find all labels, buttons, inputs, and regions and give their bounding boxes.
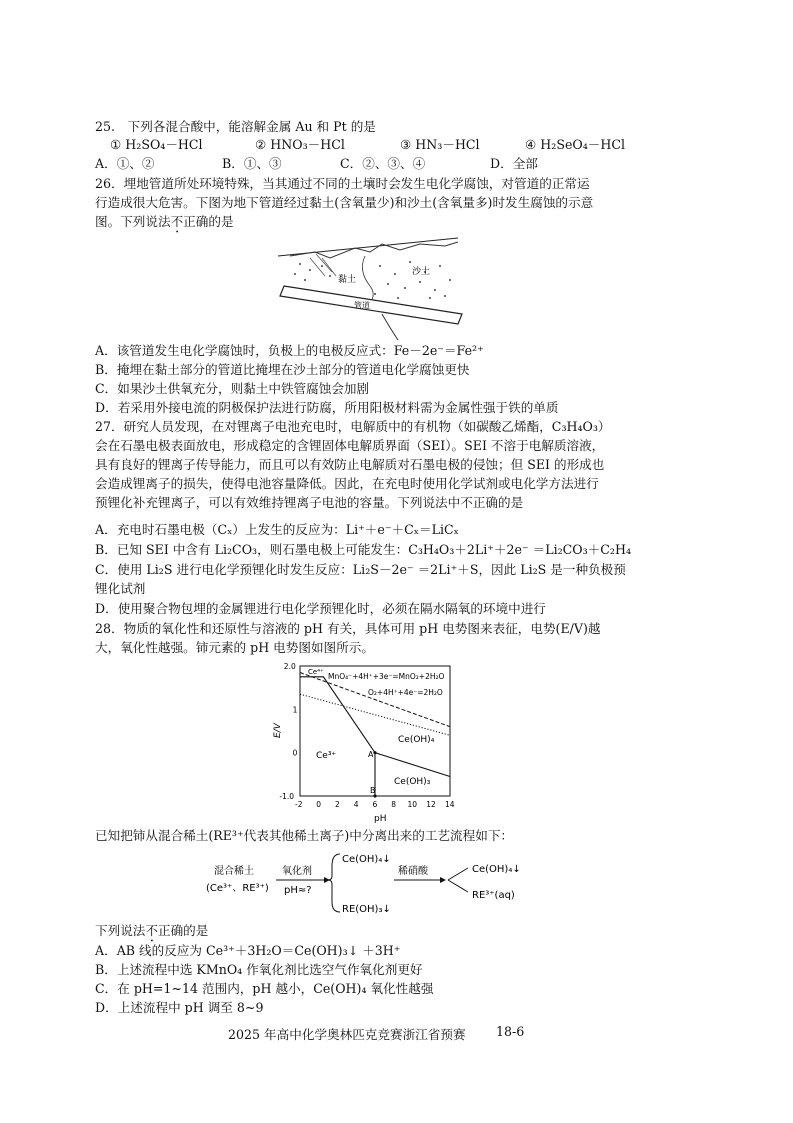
q27-option-a: A．充电时石墨电极（Cₓ）上发生的反应为：Li⁺＋e⁻＋Cₓ＝LiCₓ [95,522,460,537]
q27-option-b: B．已知 SEI 中含有 Li₂CO₃，则石墨电极上可能发生：C₃H₄O₃＋2Li⁺＋2e⁻ ＝Li₂CO₃＋C₂H₄ [95,542,631,557]
q28-option-d: D．上述流程中 pH 调至 8~9 [95,1000,264,1015]
q26-option-c: C．如果沙土供氧充分，则黏土中铁管腐蚀会加剧 [95,381,370,396]
flow-start-line2: (Ce³⁺、RE³⁺) [206,883,269,894]
q28-option-b: B．上述流程中选 KMnO₄ 作氧化剂比选空气作氧化剂更好 [95,962,423,977]
y-axis-label: E/V [273,723,283,738]
q25-stem: 25. 下列各混合酸中，能溶解金属 Au 和 Pt 的是 [95,119,376,134]
pipe-label: 管道 [354,301,370,310]
q27-stem-line4: 会造成锂离子的损失，使得电池容量降低。因此，在充电时使用化学试剂或电化学方法进行 [95,476,599,491]
sand-label: 沙土 [412,267,431,277]
x-tick-label: 14 [445,800,455,809]
q28-question: 下列说法不正确的是 [95,923,209,938]
x-tick-label: 10 [407,800,418,809]
flow-ph: pH≈? [284,885,312,896]
x-tick-label: 12 [426,800,436,809]
x-tick-label: 0 [316,800,322,809]
series-line-1 [300,694,450,735]
pipe-soil-figure [270,236,470,342]
q25-answer-a: A．①、② [95,156,155,171]
series-line-2 [300,677,375,753]
q25-choice-4: ④ H₂SeO₄－HCl [525,137,626,152]
y-tick-label: -1.0 [279,792,295,801]
q27-stem-line5: 预锂化补充锂离子，可以有效维持锂离子电池的容量。下列说法中不正确的是 [95,495,524,510]
q27-option-c: C．使用 Li₂S 进行电化学预锂化时发生反应：Li₂S－2e⁻ ＝2Li⁺＋S，因此 Li₂S 是一种负极预 [95,562,626,577]
region-label-ceoh4: Ce(OH)₄ [398,735,435,745]
point-a-label: A [368,750,374,759]
point-a [373,751,376,754]
q25-answer-b: B．①、③ [222,156,282,171]
q28-option-a: A．AB 线的反应为 Ce³⁺＋3H₂O＝Ce(OH)₃↓ ＋3H⁺ [95,943,401,958]
q27-option-d: D．使用聚合物包埋的金属锂进行电化学预锂化时，必须在隔水隔氧的环境中进行 [95,601,546,616]
flow-acid: 稀硝酸 [398,866,428,877]
flow-oxidant: 氧化剂 [282,866,312,877]
ce-separation-flowchart [200,848,560,920]
y-tick-label: 2.0 [283,662,296,671]
q27-stem-line1: 27．研究人员发现，在对锂离子电池充电时，电解质中的有机物（如碳酸乙烯酯，C₃H₄O₃） [95,419,611,434]
q25-answer-d: D．全部 [490,156,538,171]
q26-stem-line2: 行造成很大危害。下图为地下管道经过黏土(含氧量少)和沙土(含氧量多)时发生腐蚀的示意 [95,195,594,210]
q26-stem-line3: 图。下列说法不正确的是 [95,214,234,229]
o2-line-label: O₂+4H⁺+4e⁻=2H₂O [368,688,443,697]
q25-answer-c: C．②、③、④ [340,156,426,171]
region-label-ce3: Ce³⁺ [316,751,337,761]
clay-label: 黏土 [338,275,357,285]
region-label-ce4: Ce⁴⁺ [308,668,324,676]
q26-stem-line1: 26．埋地管道所处环境特殊，当其通过不同的土壤时会发生电化学腐蚀，对管道的正常运 [95,176,590,191]
x-tick-label: -2 [295,800,303,809]
flow-bottom-product: RE(OH)₃↓ [342,904,391,915]
footer-title: 2025 年高中化学奥林匹克竞赛浙江省预赛 [228,1027,466,1042]
mno4-line-label: MnO₄⁻+4H⁺+3e⁻=MnO₂+2H₂O [328,672,445,681]
q27-option-c-cont: 锂化试剂 [95,581,146,596]
q28-stem-line2: 大，氧化性越强。铈元素的 pH 电势图如图所示。 [95,640,374,655]
flow-final-top: Ce(OH)₄↓ [472,864,521,875]
y-tick-label: 1 [292,705,298,715]
x-tick-label: 6 [372,800,378,809]
region-label-ceoh3: Ce(OH)₃ [394,777,431,787]
point-b-label: B [370,786,376,795]
x-axis-label: pH [374,814,387,823]
q26-option-d: D．若采用外接电流的阴极保护法进行防腐，所用阳极材料需为金属性强于铁的单质 [95,400,559,415]
q25-choice-3: ③ HN₃－HCl [400,137,480,152]
q26-option-a: A．该管道发生电化学腐蚀时，负极上的电极反应式：Fe－2e⁻＝Fe²⁺ [95,343,484,358]
q25-choice-2: ② HNO₃－HCl [255,137,345,152]
flow-brace [328,854,340,912]
x-tick-label: 4 [353,800,359,809]
q27-stem-line3: 具有良好的锂离子传导能力，而且可以有效防止电解质对石墨电极的侵蚀；但 SEI 的形成也 [95,457,605,472]
q25-answers [95,155,655,173]
q28-option-c: C．在 pH=1~14 范围内，pH 越小，Ce(OH)₄ 氧化性越强 [95,981,434,996]
x-tick-label: 8 [391,800,397,809]
series-line-3 [375,753,450,777]
q25-choice-1: ① H₂SO₄－HCl [110,137,203,152]
q26-option-b: B．掩埋在黏土部分的管道比掩埋在沙土部分的管道电化学腐蚀更快 [95,362,470,377]
footer-page: 18-6 [496,1024,525,1039]
flow-start-line1: 混合稀土 [214,866,254,877]
ce-ph-potential-chart [270,658,470,823]
q27-stem-line2: 会在石墨电极表面放电，形成稳定的含锂固体电解质界面（SEI）。SEI 不溶于电解质溶液， [95,438,605,453]
y-tick-label: 0 [292,748,298,758]
q25-choices [95,136,655,154]
flow-final-bottom: RE³⁺(aq) [472,890,515,901]
x-tick-label: 2 [335,800,340,809]
q28-stem-line1: 28．物质的氧化性和还原性与溶液的 pH 有关，具体可用 pH 电势图来表征，电势(E/V)越 [95,621,601,636]
q28-flow-intro: 已知把铈从混合稀土(RE³⁺代表其他稀土离子)中分离出来的工艺流程如下： [95,828,514,843]
flow-top-product: Ce(OH)₄↓ [342,854,391,865]
